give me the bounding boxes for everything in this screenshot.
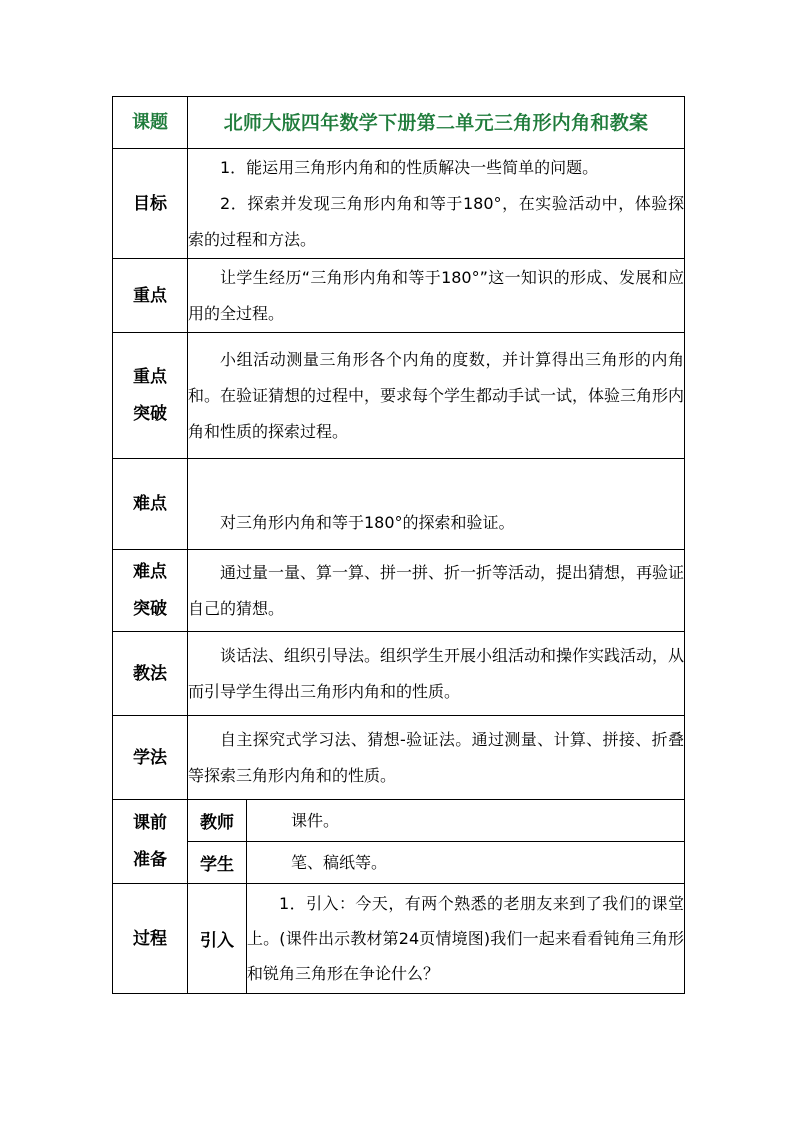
label-line: 突破 bbox=[133, 403, 167, 424]
teaching-method-text: 谈话法、组织引导法。组织学生开展小组活动和操作实践活动，从而引导学生得出三角形内角和的性质。 bbox=[188, 645, 685, 701]
goal-item: 1．能运用三角形内角和的性质解决一些简单的问题。 bbox=[220, 157, 599, 177]
process-label: 过程 bbox=[113, 884, 188, 994]
topic-row bbox=[113, 97, 685, 149]
process-text: 1．引入：今天，有两个熟悉的老朋友来到了我们的课堂上。(课件出示教材第24页情境图)我们一起来看看钝角三角形和锐角三角形在争论什么？ bbox=[247, 894, 685, 983]
process-stage-label: 引入 bbox=[188, 884, 247, 994]
difficulty-row bbox=[113, 459, 685, 550]
lesson-plan-table bbox=[112, 96, 685, 994]
difficulty-breakthrough-row bbox=[113, 550, 685, 632]
key-breakthrough-label bbox=[113, 333, 188, 459]
student-label: 学生 bbox=[188, 842, 247, 884]
label-line: 准备 bbox=[133, 849, 167, 870]
topic-label: 课题 bbox=[113, 97, 188, 149]
key-breakthrough-text: 小组活动测量三角形各个内角的度数，并计算得出三角形的内角和。在验证猜想的过程中，要求每个学生都动手试一试，体验三角形内角和性质的探索过程。 bbox=[188, 349, 685, 441]
student-materials: 笔、稿纸等。 bbox=[247, 842, 685, 884]
preparation-teacher-row bbox=[113, 800, 685, 842]
label-line: 重点 bbox=[133, 366, 167, 387]
learning-method-cell bbox=[188, 716, 685, 800]
process-cell bbox=[247, 884, 685, 994]
key-breakthrough-row bbox=[113, 333, 685, 459]
key-cell bbox=[188, 259, 685, 333]
key-label: 重点 bbox=[113, 259, 188, 333]
label-line: 突破 bbox=[133, 598, 167, 619]
difficulty-text: 对三角形内角和等于180°的探索和验证。 bbox=[220, 513, 515, 532]
teacher-materials: 课件。 bbox=[247, 800, 685, 842]
teaching-method-row bbox=[113, 632, 685, 716]
difficulty-breakthrough-label bbox=[113, 550, 188, 632]
difficulty-cell bbox=[188, 459, 685, 550]
teacher-label: 教师 bbox=[188, 800, 247, 842]
key-breakthrough-cell bbox=[188, 333, 685, 459]
goals-label: 目标 bbox=[113, 149, 188, 259]
preparation-student-row bbox=[113, 842, 685, 884]
teaching-method-cell bbox=[188, 632, 685, 716]
topic-title: 北师大版四年数学下册第二单元三角形内角和教案 bbox=[188, 97, 685, 149]
label-line: 课前 bbox=[133, 812, 167, 833]
teaching-method-label: 教法 bbox=[113, 632, 188, 716]
process-row bbox=[113, 884, 685, 994]
difficulty-breakthrough-text: 通过量一量、算一算、拼一拼、折一折等活动，提出猜想，再验证自己的猜想。 bbox=[188, 562, 685, 618]
goal-item: 2．探索并发现三角形内角和等于180°，在实验活动中，体验探索的过程和方法。 bbox=[188, 193, 685, 249]
key-row bbox=[113, 259, 685, 333]
difficulty-label: 难点 bbox=[113, 459, 188, 550]
learning-method-label: 学法 bbox=[113, 716, 188, 800]
goals-cell bbox=[188, 149, 685, 259]
difficulty-breakthrough-cell bbox=[188, 550, 685, 632]
learning-method-row bbox=[113, 716, 685, 800]
learning-method-text: 自主探究式学习法、猜想-验证法。通过测量、计算、拼接、折叠等探索三角形内角和的性质。 bbox=[188, 729, 685, 785]
goals-row bbox=[113, 149, 685, 259]
key-text: 让学生经历“三角形内角和等于180°”这一知识的形成、发展和应用的全过程。 bbox=[188, 267, 685, 323]
preparation-label bbox=[113, 800, 188, 884]
label-line: 难点 bbox=[133, 561, 167, 582]
